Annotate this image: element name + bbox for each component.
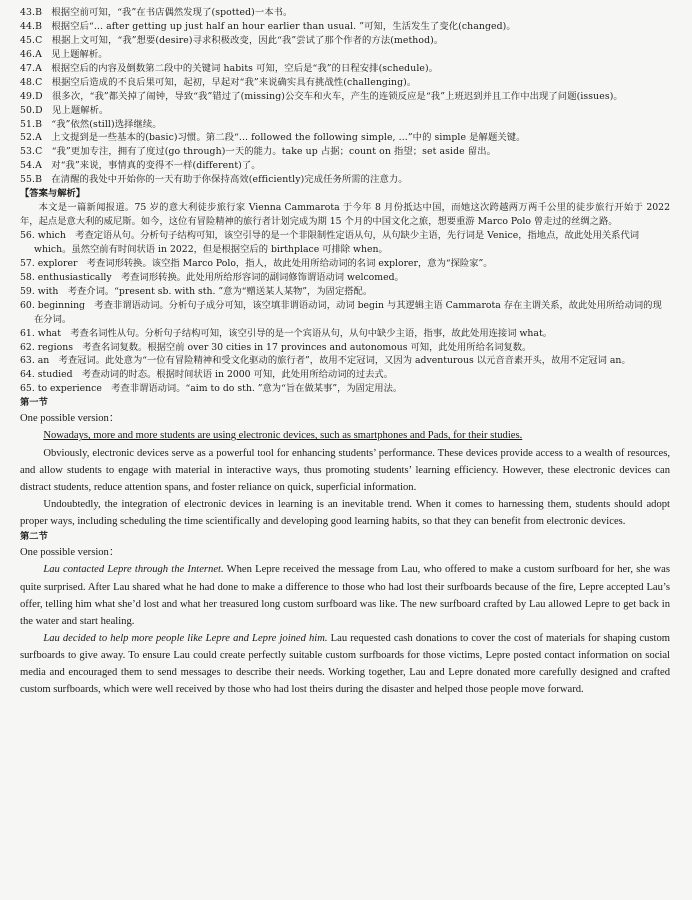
answer-line: 62. regions 考查名词复数。根据空前 over 30 cities in 17 provinces and autonomous 可知，此处用所给名词复数。 [20, 341, 532, 353]
answer-line: 63. an 考查冠词。此处意为“一位有冒险精神和受文化驱动的旅行者”，故用不定冠词，又因为 adventurous 以元音音素开头，故用不定冠词 an。 [20, 355, 631, 367]
answers-part-b [20, 229, 670, 396]
answer-line: 61. what 考查名词性从句。分析句子结构可知，该空引导的是一个宾语从句，从句中缺少主语，指事，故此处用连接词 what。 [20, 327, 552, 339]
essay-paragraph: Undoubtedly, the integration of electronic devices in learning is an inevitable trend. When it comes to harnessing them, students should adopt proper ways, including scheduling the time scientifically and developing good learning habits, so that they can benefit from electronic devices. [20, 498, 670, 528]
story-paragraph [20, 561, 670, 630]
answer-line: 49.D 很多次，“我”都关掉了闹钟，导致“我”错过了(missing)公交车和火车，产生的连锁反应是“我”上班迟到并且工作中出现了问题(issues)。 [20, 90, 623, 102]
answer-line: 58. enthusiastically 考查词形转换。此处用所给形容词的副词修饰谓语动词 welcomed。 [20, 271, 404, 283]
essay-opening [20, 427, 670, 444]
answer-line: 65. to experience 考查非谓语动词。“aim to do sth. ”意为“旨在做某事”，为固定用法。 [20, 383, 403, 395]
answer-line: 50.D 见上题解析。 [20, 104, 109, 116]
underlined-sentence: Nowadays, more and more students are using electronic devices, such as smartphones and Pads, for their studies. [43, 430, 523, 442]
answer-line: 54.A 对“我”来说，事情真的变得不一样(different)了。 [20, 160, 261, 172]
writing-section-1 [20, 396, 670, 530]
analysis-heading: 【答案与解析】 [20, 188, 86, 200]
answer-line: 57. explorer 考查词形转换。该空指 Marco Polo，指人，故此处用所给动词的名词 explorer，意为“探险家”。 [20, 257, 493, 269]
essay-paragraph: Obviously, electronic devices serve as a powerful tool for enhancing students’ performance. These devices provide access to a wealth of resources, and allow students to engage with material in interactive ways, thus promoting students’ learning efficiency. However, these electronic devices can distract students, reduce attention spans, and foster reliance on quick, superficial information. [20, 447, 670, 493]
answer-line: 59. with 考查介词。“present sb. with sth. ”意为“赠送某人某物”，为固定搭配。 [20, 285, 373, 297]
answer-line: 46.A 见上题解析。 [20, 48, 108, 60]
version-label: One possible version： [20, 413, 120, 425]
answer-line: 60. beginning 考查非谓语动词。分析句子成分可知，该空填非谓语动词，动词 begin 与其逻辑主语 Cammarota 存在主谓关系，故此处用所给动词的现在分词。 [20, 299, 662, 325]
answer-line: 64. studied 考查动词的时态。根据时间状语 in 2000 可知，此处用所给动词的过去式。 [20, 369, 394, 381]
given-opening-sentence: Lau decided to help more people like Lepre and Lepre joined him. [43, 633, 328, 644]
answer-line: 45.C 根据上文可知，“我”想要(desire)寻求积极改变，因此“我”尝试了那个作者的方法(method)。 [20, 34, 444, 46]
answer-line: 52.A 上文提到是一些基本的(basic)习惯。第二段“... followed the following simple, ...”中的 simple 是解题关键。 [20, 132, 526, 144]
passage-summary: 本文是一篇新闻报道。75 岁的意大利徒步旅行家 Vienna Cammarota 于今年 8 月份抵达中国，而她这次跨越两万两千公里的徒步旅行开始于 2022 年，起点是意大利的威尼斯。如今，这位有冒险精神的旅行者计划完成为期 15 个月的中国文化之旅，想要重游 Marco Polo 曾走过的丝绸之路。 [20, 202, 670, 228]
paragraph-body: Lau requested cash donations to cover the cost of materials for shaping custom surfboards to give away. To ensure Lau could create perfectly suitable custom surfboards for those victims, Lepre posted contact information on social media and encouraged them to send messages to describe their needs. Working together, Lau and Lepre donated more carefully designed and crafted custom surfboards, which were well received by those who had lost theirs during the disaster and helped those people move forward. [20, 633, 671, 696]
answer-line: 51.B “我”依然(still)选择继续。 [20, 118, 162, 130]
answer-line: 43.B 根据空前可知，“我”在书店偶然发现了(spotted)一本书。 [20, 7, 293, 18]
version-label: One possible version： [20, 547, 120, 559]
section-title: 第二节 [20, 531, 48, 543]
answer-line: 53.C “我”更加专注，拥有了度过(go through)一天的能力。take up 占据；count on 指望；set aside 留出。 [20, 146, 497, 158]
answer-line: 56. which 考查定语从句。分析句子结构可知，该空引导的是一个非限制性定语从句，从句缺少主语，先行词是 Venice，指地点，故此处用关系代词 which。虽然空前有时间状语 in 2022，但是根据空后的 birthplace 可排除 when。 [20, 230, 640, 255]
section-title: 第一节 [20, 397, 48, 409]
paragraph-body: When Lepre received the message from Lau, who offered to make a custom surfboard for her, she was quite surprised. After Lau shared what he had done to make a difference to those who had lost their surfboards because of the fire, Lepre accepted Lau’s offer, telling him what she’d lost and what her treasured long custom surfboard was like. The new surfboard crafted by Lau allowed Lepre to get back in the water and start healing. [20, 564, 670, 627]
story-paragraph [20, 630, 670, 699]
writing-section-2 [20, 530, 670, 698]
answer-line: 55.B 在清醒的我处中开始你的一天有助于你保持高效(efficiently)完成任务所需的注意力。 [20, 174, 408, 186]
given-opening-sentence: Lau contacted Lepre through the Internet. [43, 564, 224, 576]
answer-line: 47.A 根据空后的内容及倒数第二段中的关键词 habits 可知，空后是“我”的日程安排(schedule)。 [20, 62, 439, 74]
answers-part-a [20, 6, 670, 187]
answer-line: 48.C 根据空后造成的不良后果可知，起初，早起对“我”来说确实具有挑战性(challenging)。 [20, 76, 417, 88]
answer-line: 44.B 根据空后“... after getting up just half an hour earlier than usual. ”可知，生活发生了变化(changed)。 [20, 20, 516, 32]
